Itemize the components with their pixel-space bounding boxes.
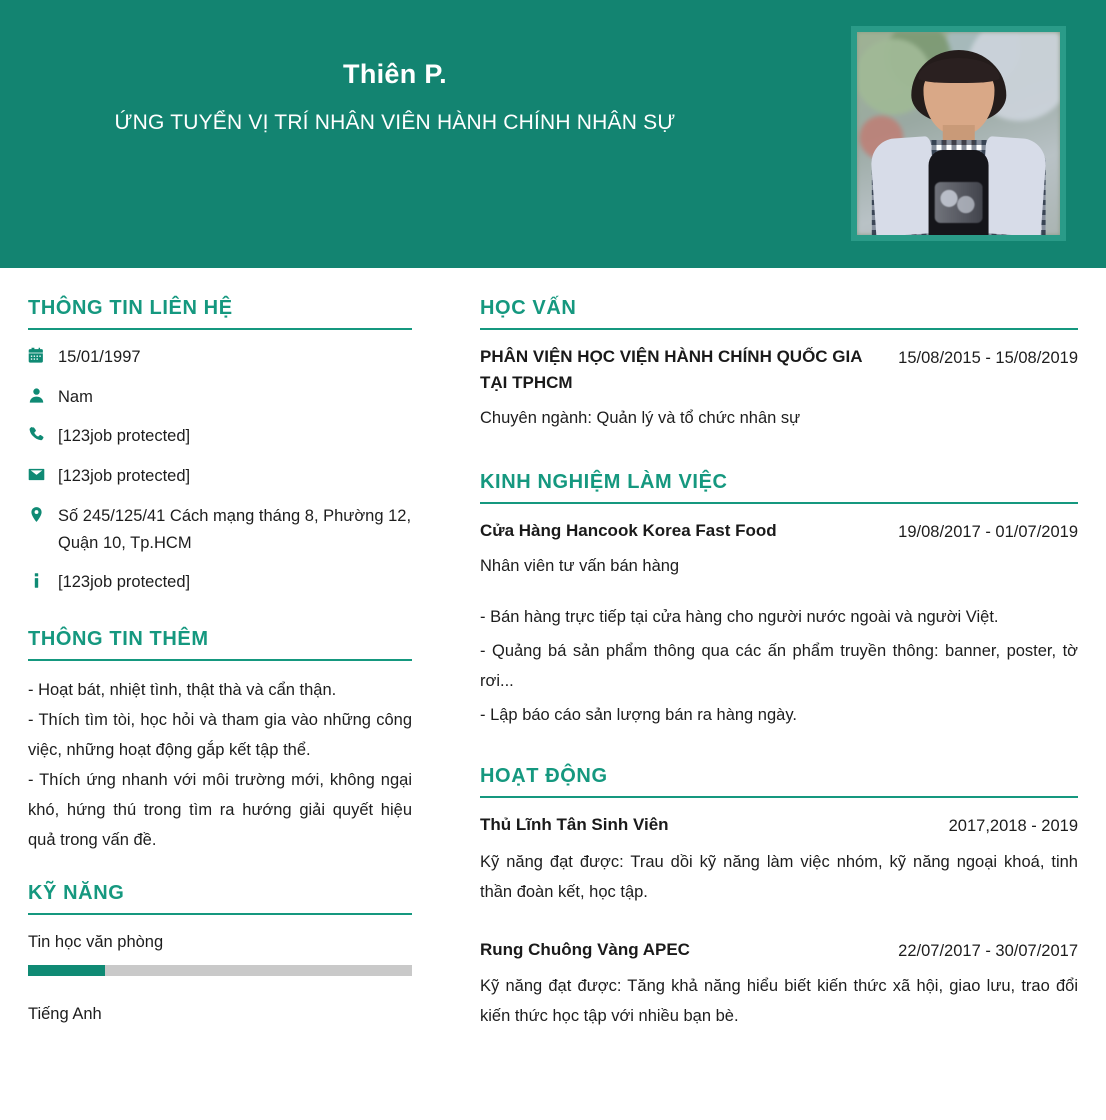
education-section-title: HỌC VẤN bbox=[480, 297, 577, 319]
section-skills bbox=[28, 881, 412, 1027]
education-entry bbox=[480, 344, 1078, 432]
additional-info-section-rule bbox=[28, 659, 412, 661]
activity-name: Rung Chuông Vàng APEC bbox=[480, 939, 690, 959]
profile-photo-frame bbox=[851, 26, 1066, 241]
additional-info-paragraph: - Thích ứng nhanh với môi trường mới, không ngại khó, hứng thú trong tìm ra hướng giải quyết hiệu quả trong vấn đề. bbox=[28, 771, 412, 850]
spacer bbox=[28, 980, 412, 1001]
activity-entry-head bbox=[480, 812, 1078, 839]
contact-item-phone[interactable] bbox=[28, 423, 412, 450]
experience-section-rule bbox=[480, 502, 1078, 504]
cv-header bbox=[0, 0, 1106, 268]
contact-value-email: [123job protected] bbox=[58, 467, 191, 486]
phone-icon bbox=[28, 423, 58, 443]
skill-progress-track bbox=[28, 965, 412, 976]
contact-value-gender: Nam bbox=[58, 387, 93, 406]
candidate-name: Thiên P. bbox=[343, 59, 447, 89]
contact-section-title: THÔNG TIN LIÊN HỆ bbox=[28, 297, 233, 319]
skill-progress-fill bbox=[28, 965, 105, 976]
contact-item-birthdate bbox=[28, 344, 412, 371]
skill-item bbox=[28, 929, 412, 975]
experience-role: Nhân viên tư vấn bán hàng bbox=[480, 557, 680, 576]
skills-section-title: KỸ NĂNG bbox=[28, 882, 125, 905]
contact-item-gender bbox=[28, 384, 412, 411]
spacer bbox=[28, 855, 412, 881]
experience-entry-head bbox=[480, 518, 1078, 545]
profile-photo bbox=[857, 32, 1060, 235]
calendar-icon bbox=[28, 344, 58, 364]
experience-bullet: - Bán hàng trực tiếp tại cửa hàng cho người nước ngoài và người Việt. bbox=[480, 608, 999, 627]
experience-company: Cửa Hàng Hancook Korea Fast Food bbox=[480, 520, 777, 540]
activities-section-rule bbox=[480, 796, 1078, 798]
contact-value-address: Số 245/125/41 Cách mạng tháng 8, Phường 12, Quận 10, Tp.HCM bbox=[58, 506, 412, 552]
section-activities bbox=[480, 764, 1078, 1031]
cv-body bbox=[0, 268, 1106, 1120]
contact-list bbox=[28, 344, 412, 596]
skill-label: Tin học văn phòng bbox=[28, 933, 164, 952]
additional-info-paragraph: - Hoạt bát, nhiệt tình, thật thà và cẩn thận. bbox=[28, 681, 337, 700]
section-contact bbox=[28, 296, 412, 596]
contact-item-other[interactable] bbox=[28, 569, 412, 596]
experience-section-title: KINH NGHIỆM LÀM VIỆC bbox=[480, 470, 728, 493]
spacer bbox=[480, 432, 1078, 470]
spacer bbox=[480, 730, 1078, 764]
education-date: 15/08/2015 - 15/08/2019 bbox=[898, 349, 1078, 367]
activity-description: Kỹ năng đạt được: Tăng khả năng hiểu biết kiến thức xã hội, giao lưu, trao đổi kiến thức học tập với nhiều bạn bè. bbox=[480, 977, 1078, 1026]
right-column bbox=[440, 268, 1106, 1120]
info-icon bbox=[28, 569, 58, 589]
contact-value-other: [123job protected] bbox=[58, 573, 191, 592]
activity-entry-head bbox=[480, 937, 1078, 964]
contact-section-rule bbox=[28, 328, 412, 330]
contact-value-phone: [123job protected] bbox=[58, 427, 191, 446]
applied-position: ỨNG TUYỂN VỊ TRÍ NHÂN VIÊN HÀNH CHÍNH NHÂN SỰ bbox=[114, 110, 676, 134]
header-text-block bbox=[0, 58, 790, 136]
skill-item bbox=[28, 1001, 412, 1027]
activity-name: Thủ Lĩnh Tân Sinh Viên bbox=[480, 815, 669, 835]
skills-section-rule bbox=[28, 913, 412, 915]
activity-entry bbox=[480, 812, 1078, 906]
contact-value-birthdate: 15/01/1997 bbox=[58, 348, 141, 366]
activities-section-title: HOẠT ĐỘNG bbox=[480, 765, 608, 788]
location-pin-icon bbox=[28, 503, 58, 523]
spacer bbox=[480, 580, 1078, 598]
contact-item-email[interactable] bbox=[28, 463, 412, 490]
activity-description: Kỹ năng đạt được: Trau dồi kỹ năng làm việc nhóm, kỹ năng ngoại khoá, tinh thần đoàn kết, học tập. bbox=[480, 852, 1078, 901]
activity-entry bbox=[480, 937, 1078, 1031]
activity-date: 2017,2018 - 2019 bbox=[948, 817, 1078, 836]
experience-entry bbox=[480, 518, 1078, 731]
section-experience bbox=[480, 470, 1078, 731]
section-education bbox=[480, 296, 1078, 432]
spacer bbox=[480, 907, 1078, 937]
education-entry-head bbox=[480, 344, 1078, 397]
skill-label: Tiếng Anh bbox=[28, 1004, 102, 1023]
photo-jacket-right bbox=[980, 136, 1048, 235]
experience-bullet: - Lập báo cáo sản lượng bán ra hàng ngày. bbox=[480, 706, 797, 725]
additional-info-paragraph: - Thích tìm tòi, học hỏi và tham gia vào những công việc, những hoạt động gắp kết tập thể. bbox=[28, 711, 412, 760]
photo-tshirt-print bbox=[934, 182, 983, 223]
activity-date: 22/07/2017 - 30/07/2017 bbox=[898, 941, 1078, 960]
additional-info-section-title: THÔNG TIN THÊM bbox=[28, 628, 209, 651]
spacer bbox=[28, 609, 412, 627]
education-school: PHÂN VIỆN HỌC VIỆN HÀNH CHÍNH QUỐC GIA TẠI TPHCM bbox=[480, 347, 862, 393]
section-additional-info bbox=[28, 627, 412, 855]
left-column bbox=[0, 268, 440, 1120]
person-icon bbox=[28, 384, 58, 404]
experience-bullet: - Quảng bá sản phẩm thông qua các ấn phẩm truyền thông: banner, poster, tờ rơi... bbox=[480, 642, 1078, 691]
experience-date: 19/08/2017 - 01/07/2019 bbox=[898, 522, 1078, 541]
education-major: Chuyên ngành: Quản lý và tổ chức nhân sự bbox=[480, 408, 801, 427]
education-section-rule bbox=[480, 328, 1078, 330]
contact-item-address bbox=[28, 503, 412, 556]
envelope-icon bbox=[28, 463, 58, 483]
